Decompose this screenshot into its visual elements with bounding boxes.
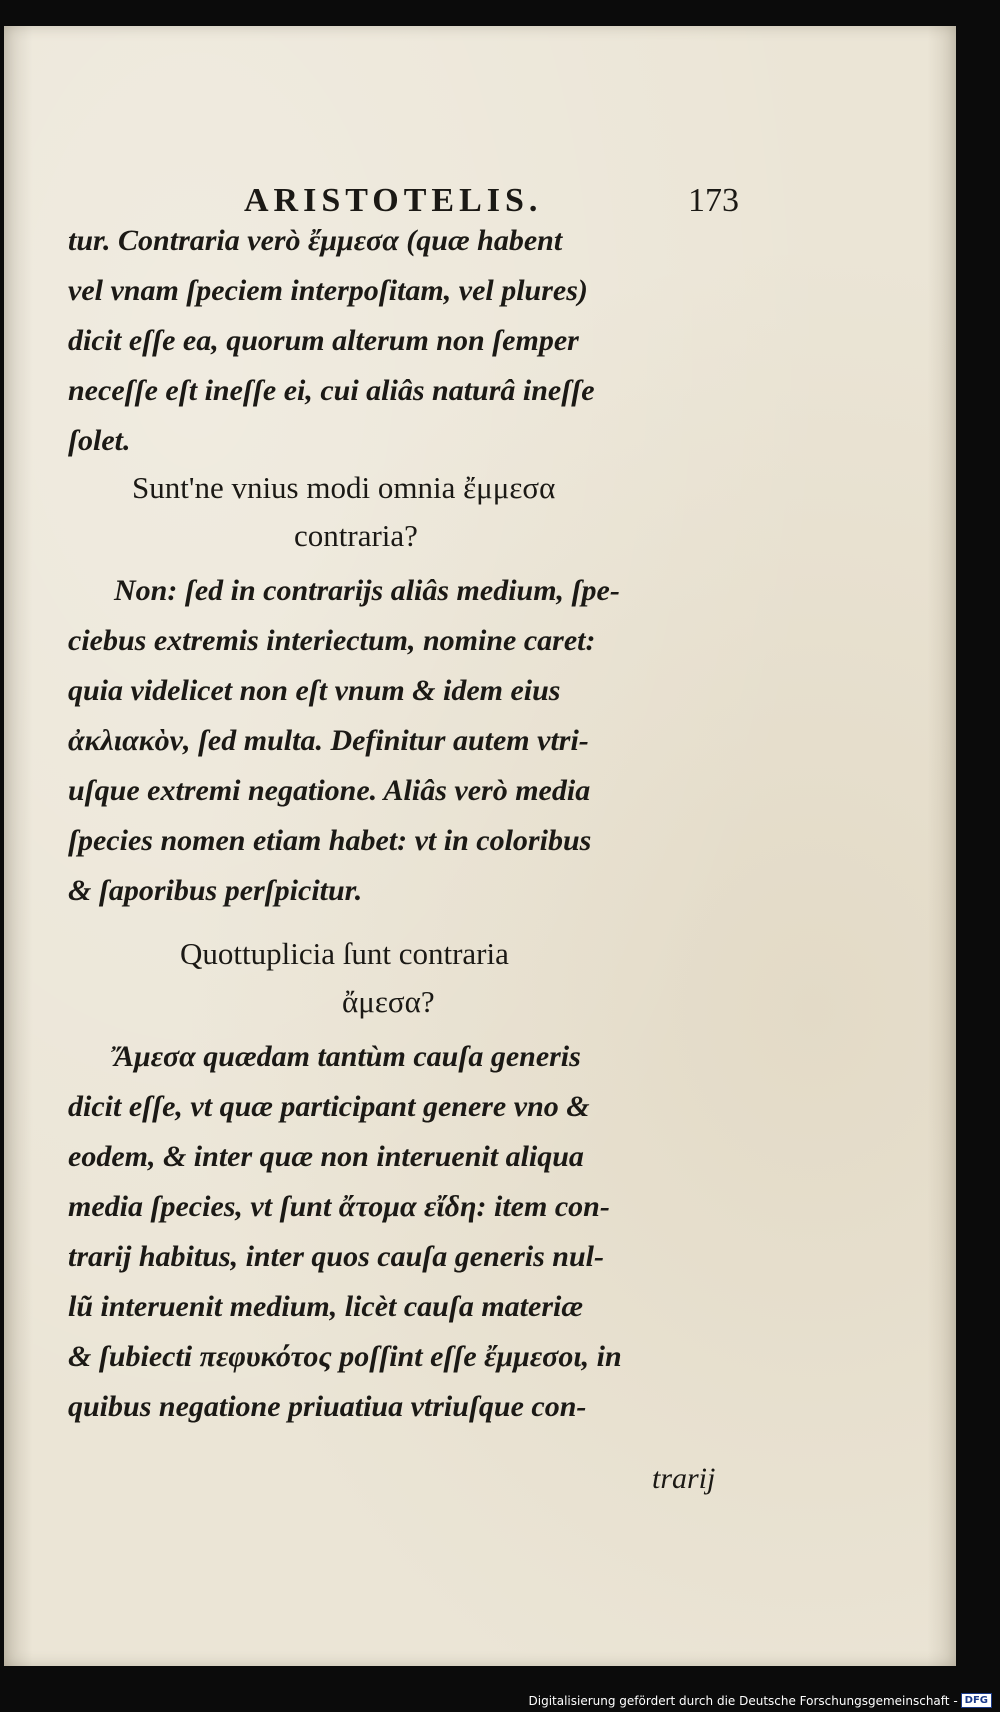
text-line: & ſubiecti πεφυκότος poſſint eſſe ἔμμεσοι, in <box>68 1340 622 1373</box>
heading-line: contraria? <box>294 518 418 553</box>
dfg-logo: DFG <box>961 1693 992 1708</box>
book-page <box>4 26 956 1666</box>
question-heading-2 <box>180 930 660 1026</box>
text-line: dicit eſſe, vt quæ participant genere vno & <box>68 1090 590 1123</box>
text-line: trarij habitus, inter quos cauſa generis nul- <box>68 1240 604 1273</box>
text-line: Non: ſed in contrarijs aliâs medium, ſpe- <box>114 574 620 607</box>
credit-text: Digitalisierung gefördert durch die Deutsche Forschungsgemeinschaft - <box>528 1693 958 1708</box>
heading-line: Quottuplicia ſunt contraria <box>180 936 509 971</box>
text-line: ſpecies nomen etiam habet: vt in coloribus <box>68 824 592 857</box>
catchword: trarij <box>652 1462 716 1495</box>
page-number: 173 <box>688 182 739 219</box>
text-line: tur. Contraria verò ἔμμεσα (quæ habent <box>68 224 563 257</box>
text-line: vel vnam ſpeciem interpoſitam, vel plures) <box>68 274 588 307</box>
text-line: media ſpecies, vt ſunt ἄτομα εἴδη: item con- <box>68 1190 610 1223</box>
text-line: & ſaporibus perſpicitur. <box>68 874 363 907</box>
text-line: eodem, & inter quæ non interuenit aliqua <box>68 1140 584 1173</box>
text-line: ciebus extremis interiectum, nomine caret: <box>68 624 596 657</box>
paragraph-3 <box>68 1032 622 1432</box>
text-line: lũ interuenit medium, licèt cauſa materiæ <box>68 1290 584 1323</box>
question-heading-1 <box>132 464 692 560</box>
heading-line: ἄμεσα? <box>342 984 435 1019</box>
text-line: dicit eſſe ea, quorum alterum non ſemper <box>68 324 579 357</box>
text-line: uſque extremi negatione. Aliâs verò media <box>68 774 591 807</box>
text-line: quia videlicet non eſt vnum & idem eius <box>68 674 561 707</box>
running-head: ARISTOTELIS. <box>244 182 543 219</box>
heading-line: Sunt'ne vnius modi omnia ἔμμεσα <box>132 470 556 505</box>
text-line: ſolet. <box>68 424 131 457</box>
text-line: quibus negatione priuatiua vtriuſque con- <box>68 1390 587 1423</box>
paragraph-2 <box>68 566 620 916</box>
text-line: neceſſe eſt ineſſe ei, cui aliâs naturâ ineſſe <box>68 374 595 407</box>
text-line: Ἄμεσα quædam tantùm cauſa generis <box>114 1040 581 1073</box>
text-line: ἀκλιακὸν, ſed multa. Definitur autem vtri- <box>68 724 589 757</box>
paragraph-1 <box>68 216 595 466</box>
digitization-credit <box>529 1693 993 1708</box>
